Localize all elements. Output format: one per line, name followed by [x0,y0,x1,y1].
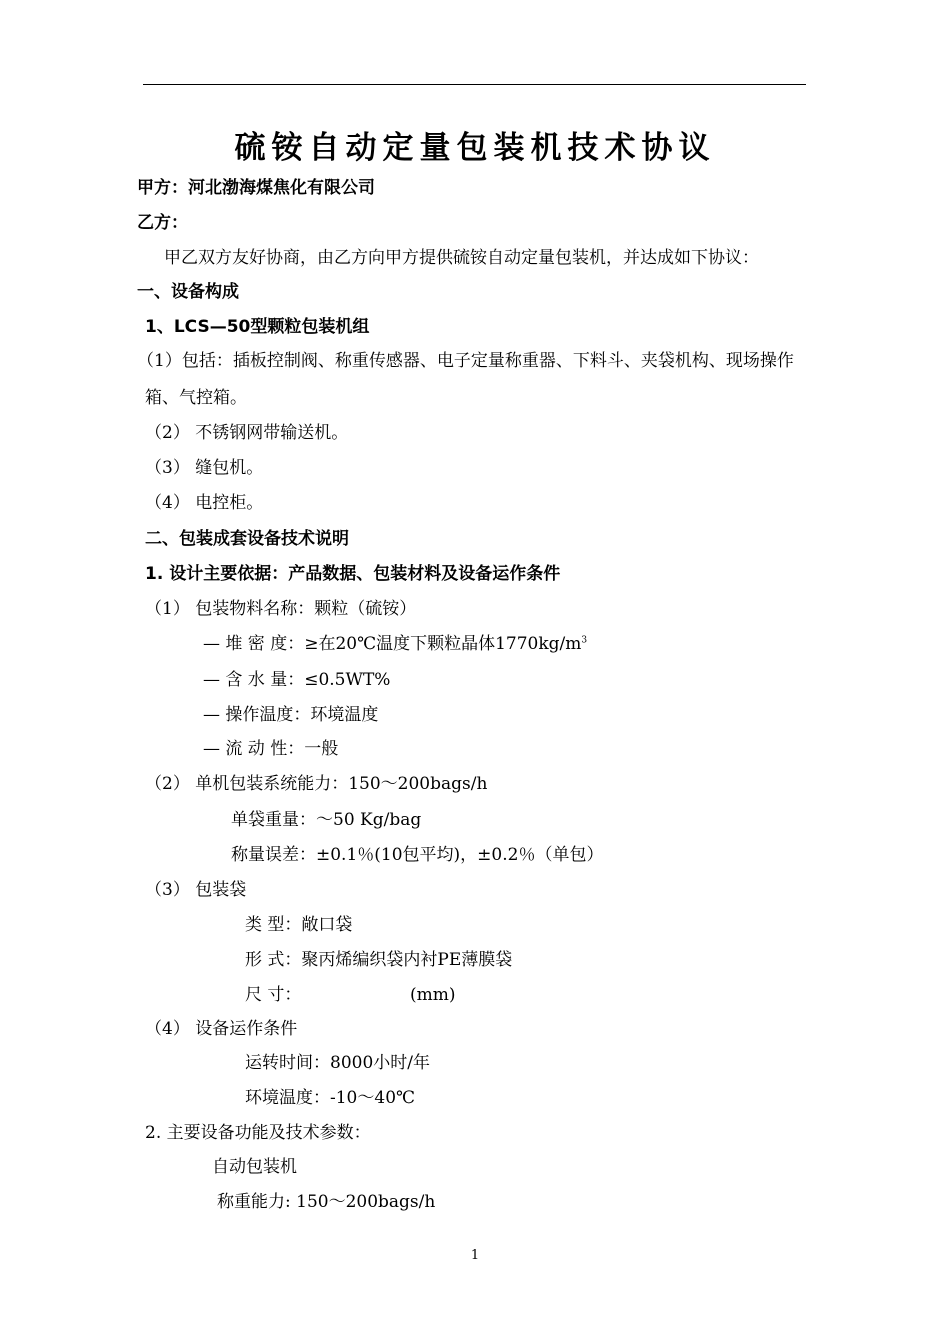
weighing-capacity: 称重能力: 150～200bags/h [217,1192,436,1212]
bulk-density-text: — 堆 密 度：≥在20℃温度下颗粒晶体1770kg/m [203,634,582,654]
bag-form: 形 式：聚丙烯编织袋内衬PE薄膜袋 [245,950,513,970]
operating-conditions: （4） 设备运作条件 [145,1019,298,1039]
material-name: （1） 包装物料名称：颗粒（硫铵） [145,599,417,619]
flowability: — 流 动 性：一般 [203,739,339,759]
section1-heading: 一、设备构成 [137,282,239,302]
item2: （2） 不锈钢网带输送机。 [145,423,349,443]
item3: （3） 缝包机。 [145,458,264,478]
section2-subheading-1: 1. 设计主要依据：产品数据、包装材料及设备运作条件 [145,564,561,584]
page-number: 1 [470,1248,480,1263]
item1-line2: 箱、气控箱。 [145,388,247,408]
ambient-temperature: 环境温度：-10～40℃ [245,1088,416,1108]
cubic-superscript: 3 [581,635,588,646]
packaging-bag: （3） 包装袋 [145,880,247,900]
bag-size-label: 尺 寸： [245,985,302,1005]
system-capacity: （2） 单机包装系统能力：150～200bags/h [145,774,488,794]
section1-subheading: 1、LCS—50型颗粒包装机组 [145,317,370,337]
item4: （4） 电控柜。 [145,493,264,513]
auto-packing-machine: 自动包装机 [212,1157,297,1177]
bag-size-unit: (mm) [410,985,456,1005]
water-content: — 含 水 量：≤0.5WT% [203,670,391,690]
section2-heading: 二、包装成套设备技术说明 [145,529,349,549]
section2-subheading-2: 2. 主要设备功能及技术参数： [145,1123,371,1143]
operating-temperature: — 操作温度：环境温度 [203,705,379,725]
intro-paragraph: 甲乙双方友好协商，由乙方向甲方提供硫铵自动定量包装机，并达成如下协议： [164,248,759,268]
bulk-density [203,633,587,655]
weighing-error: 称量误差：±0.1％(10包平均)，±0.2％（单包） [231,845,604,865]
document-title: 硫铵自动定量包装机技术协议 [234,130,716,166]
item1-line1: （1）包括：插板控制阀、称重传感器、电子定量称重器、下料斗、夹袋机构、现场操作 [137,351,794,371]
party-b: 乙方： [137,213,188,233]
bag-type: 类 型：敞口袋 [245,915,353,935]
operating-time: 运转时间：8000小时/年 [245,1053,430,1073]
party-a: 甲方：河北渤海煤焦化有限公司 [137,178,375,198]
bag-weight: 单袋重量：～50 Kg/bag [231,810,422,830]
header-rule [143,84,806,85]
